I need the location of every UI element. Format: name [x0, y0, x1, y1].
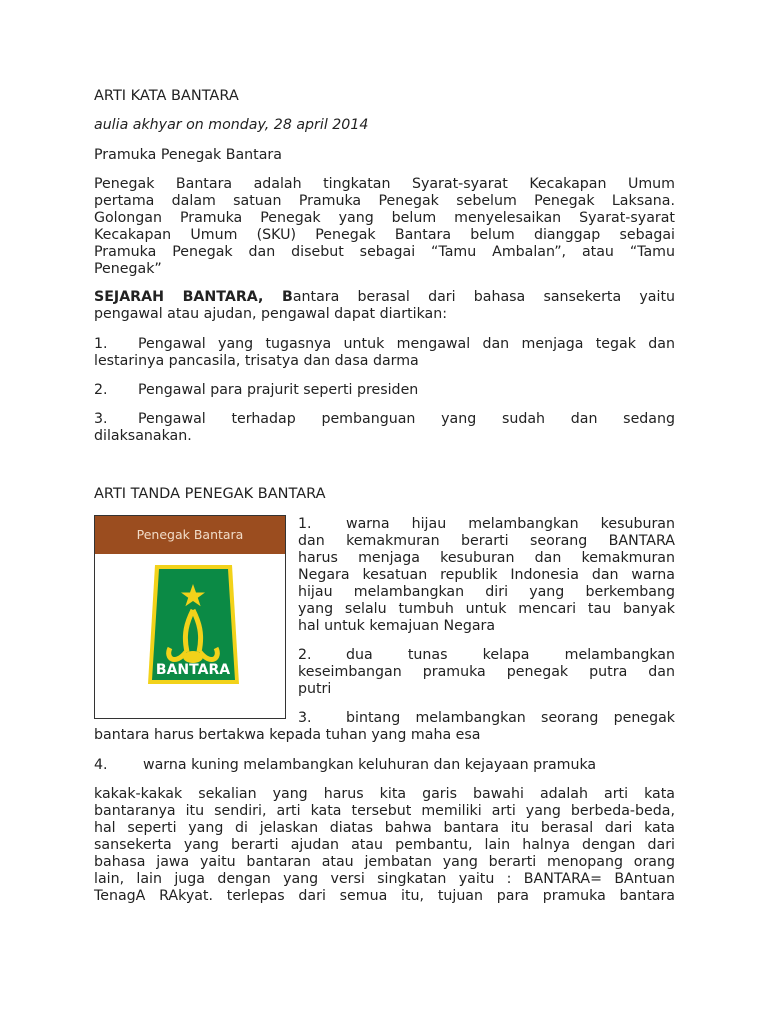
closing-line: bantaranya itu sendiri, arti kata tersebut memiliki arti yang berbeda-beda,	[94, 803, 675, 819]
meaning-text: harus menjaga kesuburan dan kemakmuran	[298, 550, 675, 566]
meaning-3-line2: bantara harus bertakwa kepada tuhan yang maha esa	[94, 727, 481, 743]
closing-line: kakak-kakak sekalian yang harus kita garis bawahi adalah arti kata	[94, 786, 675, 802]
subtitle: Pramuka Penegak Bantara	[94, 147, 282, 163]
list-number: 2.	[94, 382, 108, 398]
figure-header: Penegak Bantara	[95, 516, 285, 554]
bantara-badge-image	[95, 554, 285, 718]
intro-line: Pramuka Penegak dan disebut sebagai “Tamu Ambalan”, atau “Tamu	[94, 244, 675, 260]
list-number: 1.	[94, 336, 108, 352]
intro-line: pertama dalam satuan Pramuka Penegak sebelum Penegak Laksana.	[94, 193, 675, 209]
badge-text: BANTARA	[155, 662, 231, 678]
sejarah-paragraph	[94, 289, 675, 323]
intro-line: Kecakapan Umum (SKU) Penegak Bantara belum dianggap sebagai	[94, 227, 675, 243]
list-text: dilaksanakan.	[94, 428, 192, 444]
list-text: Pengawal para prajurit seperti presiden	[138, 382, 419, 398]
meaning-text: hijau melambangkan diri yang berkembang	[298, 584, 675, 600]
meaning-text: yang selalu tumbuh untuk mencari tau banyak	[298, 601, 675, 617]
intro-paragraph	[94, 176, 675, 278]
closing-line: TenagA RAkyat. terlepas dari semua itu, tujuan para pramuka bantara	[94, 888, 675, 904]
meaning-text: hal untuk kemajuan Negara	[298, 618, 496, 634]
intro-line: Penegak Bantara adalah tingkatan Syarat-syarat Kecakapan Umum	[94, 176, 675, 192]
penegak-bantara-badge-figure	[94, 515, 286, 719]
meaning-text: dan kemakmuran berarti seorang BANTARA	[298, 533, 675, 549]
list-text: lestarinya pancasila, trisatya dan dasa darma	[94, 353, 419, 369]
doc-title: ARTI KATA BANTARA	[94, 88, 239, 104]
meaning-text: bintang melambangkan seorang penegak	[346, 710, 675, 726]
meaning-4	[94, 757, 675, 774]
list-number: 3.	[94, 411, 108, 427]
byline: aulia akhyar on monday, 28 april 2014	[94, 117, 369, 133]
list-text: Pengawal yang tugasnya untuk mengawal dan menjaga tegak dan	[138, 336, 675, 352]
meaning-text: warna kuning melambangkan keluhuran dan kejayaan pramuka	[143, 757, 597, 773]
meaning-number: 3.	[298, 710, 312, 726]
closing-line: lain, lain juga dengan yang versi singkatan yaitu : BANTARA= BAntuan	[94, 871, 675, 887]
meaning-number: 4.	[94, 757, 108, 773]
closing-line: hal seperti yang di jelaskan diatas bahwa bantara itu berasal dari kata	[94, 820, 675, 836]
closing-paragraph	[94, 786, 675, 905]
meaning-text: dua tunas kelapa melambangkan	[346, 647, 675, 663]
list-text: Pengawal terhadap pembanguan yang sudah dan sedang	[138, 411, 675, 427]
intro-line: Golongan Pramuka Penegak yang belum menyelesaikan Syarat-syarat	[94, 210, 675, 226]
closing-line: bahasa jawa yaitu bantaran atau jembatan yang berarti menopang orang	[94, 854, 675, 870]
meaning-1	[298, 516, 675, 635]
section-title: ARTI TANDA PENEGAK BANTARA	[94, 486, 326, 502]
intro-line: Penegak”	[94, 261, 162, 277]
closing-line: sansekerta yang berarti ajudan atau pembantu, lain halnya dengan dari	[94, 837, 675, 853]
meaning-number: 2.	[298, 647, 312, 663]
list-item-3	[94, 411, 675, 445]
meaning-number: 1.	[298, 516, 312, 532]
meaning-3-line1	[298, 710, 675, 727]
meaning-2	[298, 647, 675, 698]
meaning-text: warna hijau melambangkan kesuburan	[346, 516, 675, 532]
list-item-1	[94, 336, 675, 370]
list-item-2	[94, 382, 675, 399]
sejarah-label: SEJARAH BANTARA, B	[94, 289, 293, 305]
meaning-text: Negara kesatuan republik Indonesia dan warna	[298, 567, 675, 583]
meaning-text: keseimbangan pramuka penegak putra dan	[298, 664, 675, 680]
sejarah-line	[94, 289, 675, 306]
meaning-text: putri	[298, 681, 332, 697]
sejarah-line1-rest: antara berasal dari bahasa sansekerta yaitu	[292, 289, 675, 305]
sejarah-line2: pengawal atau ajudan, pengawal dapat diartikan:	[94, 306, 448, 322]
